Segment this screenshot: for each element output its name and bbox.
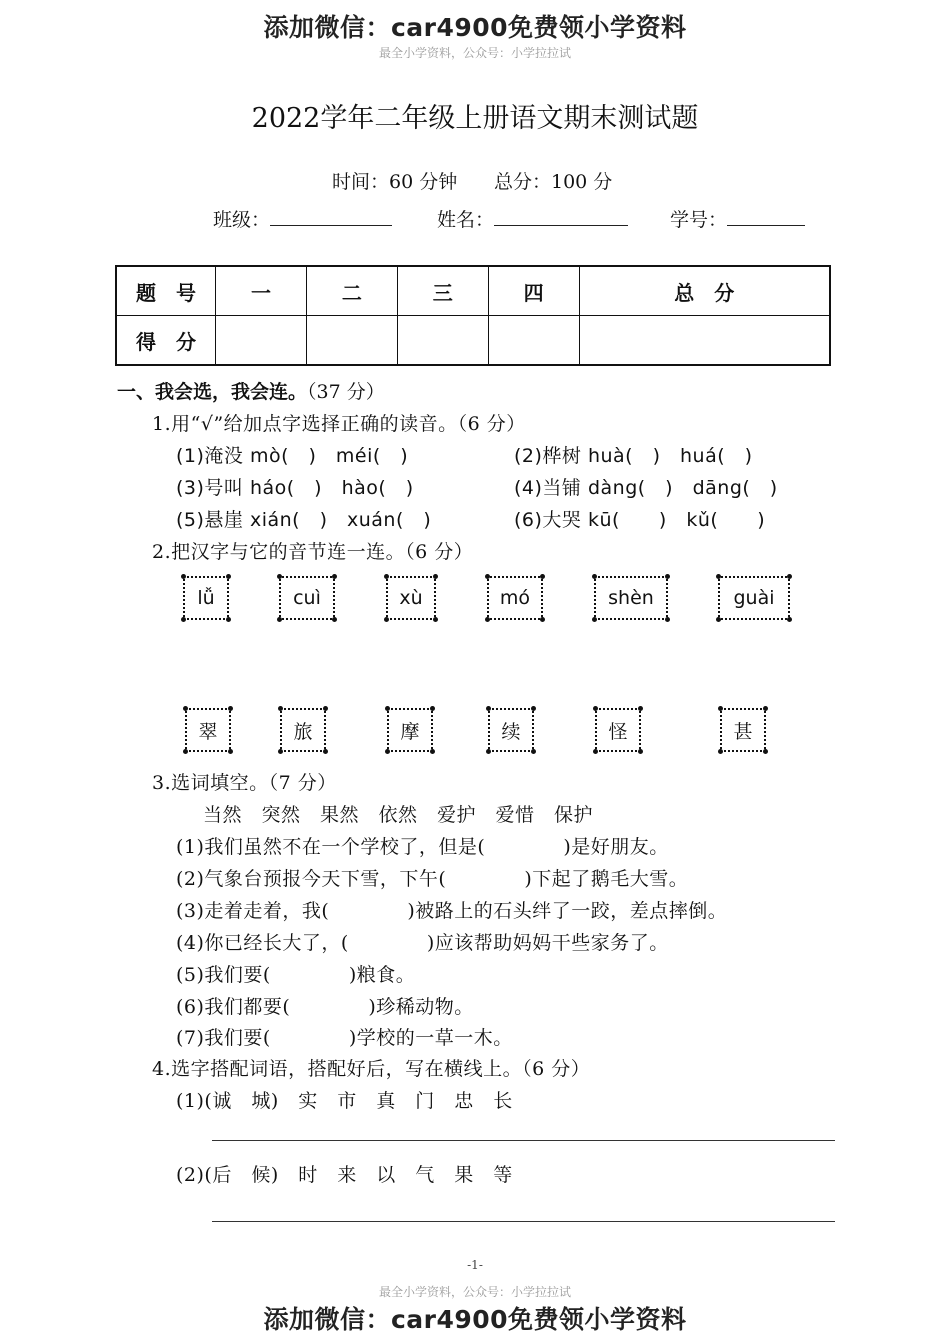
q1-item: (5)悬崖 xián( ) xuán( ): [176, 509, 432, 531]
q3-item: (3)走着走着，我( )被路上的石头绊了一跤，差点摔倒。: [176, 900, 728, 922]
score-header-cell: 二: [306, 266, 397, 316]
char-text: 翠: [198, 720, 218, 743]
q3-item: (5)我们要( )粮食。: [176, 964, 416, 986]
char-box[interactable]: [387, 708, 433, 752]
score-header-cell: 总 分: [579, 266, 830, 316]
pinyin-text: mó: [499, 587, 531, 609]
pinyin-box[interactable]: [718, 576, 790, 620]
q4-item: (1)(诚 城) 实 市 真 门 忠 长: [176, 1090, 513, 1112]
page-title: 2022学年二年级上册语文期末测试题: [251, 103, 699, 134]
q1-item: (6)大哭 kū( ) kǔ( ): [514, 509, 766, 531]
score-value-row: [116, 316, 830, 366]
answer-line[interactable]: [212, 1221, 835, 1222]
q3-item: (7)我们要( )学校的一草一木。: [176, 1027, 513, 1049]
class-label: 班级：: [213, 209, 271, 231]
exam-total: 总分：100 分: [494, 171, 613, 193]
name-label: 姓名：: [437, 209, 495, 231]
section1-points: （37 分）: [307, 381, 385, 403]
q1-title: 1.用“√”给加点字选择正确的读音。（6 分）: [152, 413, 526, 435]
score-header-cell: 四: [488, 266, 579, 316]
name-field: [437, 205, 628, 232]
id-field: [670, 205, 805, 232]
score-cell[interactable]: [397, 316, 488, 366]
char-text: 甚: [733, 720, 753, 743]
q1-item: (3)号叫 háo( ) hào( ): [176, 477, 414, 499]
q3-item: (6)我们都要( )珍稀动物。: [176, 996, 474, 1018]
pinyin-box[interactable]: [487, 576, 543, 620]
q3-item: (4)你已经长大了，( )应该帮助妈妈干些家务了。: [176, 932, 669, 954]
section1-heading: [117, 377, 385, 404]
q3-word-bank: 当然 突然 果然 依然 爱护 爱惜 保护: [203, 804, 594, 826]
id-blank[interactable]: [727, 207, 805, 226]
score-header-cell: 一: [216, 266, 307, 316]
char-box[interactable]: [720, 708, 766, 752]
char-text: 摩: [400, 720, 420, 743]
q3-item: (2)气象台预报今天下雪，下午( )下起了鹅毛大雪。: [176, 868, 689, 890]
page-number: -1-: [467, 1258, 483, 1272]
pinyin-box[interactable]: [594, 576, 668, 620]
watermark-bottom: 添加微信：car4900免费领小学资料: [263, 1305, 687, 1334]
q1-item: (1)淹没 mò( ) méi( ): [176, 445, 409, 467]
watermark-top: 添加微信：car4900免费领小学资料: [263, 13, 687, 42]
q3-item: (1)我们虽然不在一个学校了，但是( )是好朋友。: [176, 836, 669, 858]
score-header-cell: 三: [397, 266, 488, 316]
answer-line[interactable]: [212, 1140, 835, 1141]
pinyin-box[interactable]: [279, 576, 335, 620]
score-cell[interactable]: [488, 316, 579, 366]
score-cell[interactable]: [306, 316, 397, 366]
q4-title: 4.选字搭配词语，搭配好后，写在横线上。（6 分）: [152, 1058, 591, 1080]
pinyin-text: shèn: [608, 587, 654, 609]
score-cell[interactable]: [579, 316, 830, 366]
char-box[interactable]: [185, 708, 231, 752]
q1-item: (4)当铺 dàng( ) dāng( ): [514, 477, 778, 499]
q3-title: 3.选词填空。（7 分）: [152, 772, 337, 794]
faint-header: 最全小学资料，公众号：小学拉拉试: [378, 46, 571, 60]
class-field: [213, 205, 392, 232]
score-table: [115, 265, 831, 366]
class-blank[interactable]: [270, 207, 392, 226]
q1-item: (2)桦树 huà( ) huá( ): [514, 445, 753, 467]
char-text: 旅: [293, 720, 313, 743]
pinyin-text: xù: [399, 587, 423, 609]
pinyin-text: lǚ: [197, 587, 215, 609]
id-label: 学号：: [670, 209, 728, 231]
exam-time: 时间：60 分钟: [332, 171, 458, 193]
name-blank[interactable]: [494, 207, 628, 226]
score-row-label: 得 分: [116, 316, 216, 366]
q4-item: (2)(后 候) 时 来 以 气 果 等: [176, 1164, 513, 1186]
char-text: 续: [501, 720, 521, 743]
section1-title: 一、我会选，我会连。: [117, 381, 308, 403]
char-box[interactable]: [280, 708, 326, 752]
faint-footer: 最全小学资料，公众号：小学拉拉试: [378, 1285, 571, 1299]
char-box[interactable]: [488, 708, 534, 752]
q2-title: 2.把汉字与它的音节连一连。（6 分）: [152, 541, 474, 563]
pinyin-text: cuì: [293, 587, 321, 609]
pinyin-box[interactable]: [386, 576, 436, 620]
score-header-cell: 题 号: [116, 266, 216, 316]
pinyin-text: guài: [733, 587, 775, 609]
char-box[interactable]: [595, 708, 641, 752]
score-cell[interactable]: [216, 316, 307, 366]
char-text: 怪: [608, 720, 628, 743]
score-header-row: [116, 266, 830, 316]
pinyin-box[interactable]: [183, 576, 229, 620]
